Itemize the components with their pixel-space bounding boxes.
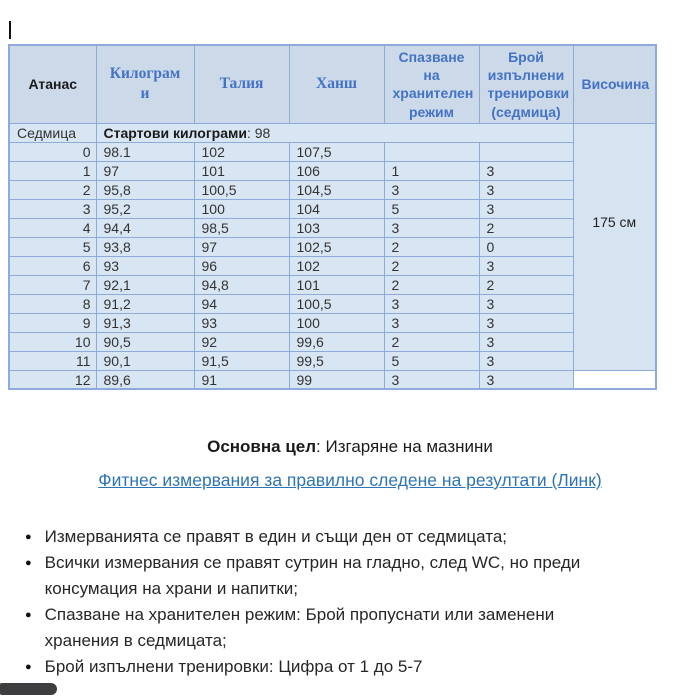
week-cell[interactable]: 2 <box>9 180 96 199</box>
table-header-row <box>9 45 656 123</box>
waist-cell[interactable]: 100,5 <box>194 180 289 199</box>
kg-cell[interactable]: 92,1 <box>96 275 194 294</box>
week-row <box>9 351 656 370</box>
workouts-cell[interactable]: 2 <box>479 218 573 237</box>
start-weight-label: Стартови килограми <box>103 124 247 141</box>
col-header-diet[interactable]: Спазване на хранителен режим <box>384 45 479 123</box>
kg-cell[interactable]: 94,4 <box>96 218 194 237</box>
height-merged-cell[interactable] <box>573 123 656 370</box>
hips-cell[interactable]: 106 <box>289 161 384 180</box>
diet-cell[interactable]: 5 <box>384 199 479 218</box>
diet-cell[interactable]: 2 <box>384 332 479 351</box>
week-row <box>9 199 656 218</box>
waist-cell[interactable]: 91 <box>194 370 289 389</box>
hips-cell[interactable]: 103 <box>289 218 384 237</box>
week-row <box>9 332 656 351</box>
kg-cell[interactable]: 91,2 <box>96 294 194 313</box>
hips-cell[interactable]: 100,5 <box>289 294 384 313</box>
workouts-cell[interactable]: 3 <box>479 351 573 370</box>
workouts-cell[interactable] <box>479 142 573 161</box>
note-item <box>25 524 590 550</box>
week-cell[interactable]: 3 <box>9 199 96 218</box>
col-header-hips[interactable]: Ханш <box>289 45 384 123</box>
week-cell[interactable]: 7 <box>9 275 96 294</box>
note-text: Измерванията се правят в един и същи ден от седмицата; <box>44 527 508 546</box>
start-weight-value: 98 <box>254 124 271 141</box>
diet-cell[interactable] <box>384 142 479 161</box>
kg-cell[interactable]: 90,1 <box>96 351 194 370</box>
waist-cell[interactable]: 96 <box>194 256 289 275</box>
week-cell[interactable]: 9 <box>9 313 96 332</box>
kg-cell[interactable]: 90,5 <box>96 332 194 351</box>
kg-cell[interactable]: 93,8 <box>96 237 194 256</box>
waist-cell[interactable]: 98,5 <box>194 218 289 237</box>
kg-cell[interactable]: 89,6 <box>96 370 194 389</box>
kg-cell[interactable]: 97 <box>96 161 194 180</box>
col-header-height[interactable]: Височина <box>573 45 656 123</box>
waist-cell[interactable]: 93 <box>194 313 289 332</box>
waist-cell[interactable]: 94,8 <box>194 275 289 294</box>
week-cell[interactable]: 0 <box>9 142 96 161</box>
workouts-cell[interactable]: 0 <box>479 237 573 256</box>
note-item <box>25 550 590 602</box>
kg-cell[interactable]: 95,8 <box>96 180 194 199</box>
workouts-cell[interactable]: 3 <box>479 332 573 351</box>
week-cell[interactable]: 11 <box>9 351 96 370</box>
note-text: Спазване на хранителен режим: Брой пропуснати или заменени хранения в седмицата; <box>44 605 555 650</box>
diet-cell[interactable]: 1 <box>384 161 479 180</box>
workouts-cell[interactable]: 3 <box>479 161 573 180</box>
workouts-cell[interactable]: 3 <box>479 256 573 275</box>
hips-cell[interactable]: 99,5 <box>289 351 384 370</box>
hips-cell[interactable]: 104 <box>289 199 384 218</box>
week-cell[interactable]: 12 <box>9 370 96 389</box>
diet-cell[interactable]: 3 <box>384 370 479 389</box>
start-weight-cell[interactable] <box>96 123 573 142</box>
week-cell[interactable]: 8 <box>9 294 96 313</box>
start-weight-sep: : <box>246 124 255 141</box>
workouts-cell[interactable]: 3 <box>479 199 573 218</box>
waist-cell[interactable]: 91,5 <box>194 351 289 370</box>
bullet-icon: ● <box>25 609 32 621</box>
week-row <box>9 161 656 180</box>
bullet-icon: ● <box>25 531 32 543</box>
note-text: Брой изпълнени тренировки: Цифра от 1 до 5-7 <box>44 657 423 676</box>
workouts-cell[interactable]: 3 <box>479 370 573 389</box>
waist-cell[interactable]: 97 <box>194 237 289 256</box>
bullet-icon: ● <box>25 557 32 569</box>
note-item <box>25 654 590 680</box>
week-row <box>9 313 656 332</box>
week-row <box>9 237 656 256</box>
col-header-waist[interactable]: Талия <box>194 45 289 123</box>
bottom-bar-fragment <box>0 683 57 695</box>
waist-cell[interactable]: 92 <box>194 332 289 351</box>
diet-cell[interactable]: 3 <box>384 180 479 199</box>
hips-cell[interactable]: 104,5 <box>289 180 384 199</box>
waist-cell[interactable]: 94 <box>194 294 289 313</box>
kg-cell[interactable]: 95,2 <box>96 199 194 218</box>
height-empty-cell[interactable] <box>573 370 656 389</box>
week-row <box>9 142 656 161</box>
diet-cell[interactable]: 2 <box>384 256 479 275</box>
workouts-cell[interactable]: 2 <box>479 275 573 294</box>
week-cell[interactable]: 6 <box>9 256 96 275</box>
kg-cell[interactable]: 91,3 <box>96 313 194 332</box>
week-row <box>9 370 656 389</box>
col-header-kilograms[interactable]: Килограми <box>96 45 194 123</box>
week-cell[interactable]: 10 <box>9 332 96 351</box>
note-item <box>25 602 590 654</box>
hips-cell[interactable]: 102 <box>289 256 384 275</box>
week-cell[interactable]: 4 <box>9 218 96 237</box>
col-header-workouts[interactable]: Брой изпълнени тренировки (седмица) <box>479 45 573 123</box>
hips-cell[interactable]: 100 <box>289 313 384 332</box>
kg-cell[interactable]: 98.1 <box>96 142 194 161</box>
hips-cell[interactable]: 102,5 <box>289 237 384 256</box>
goal-line <box>0 437 700 457</box>
goal-label: Основна цел <box>207 437 317 456</box>
note-text: Всички измервания се правят сутрин на гладно, след WC, но преди консумация на храни и напитки; <box>44 553 581 598</box>
height-value: 175 см <box>592 213 637 230</box>
week-row <box>9 294 656 313</box>
fitness-table <box>8 44 657 390</box>
week-label-cell[interactable]: Седмица <box>9 123 96 142</box>
week-row <box>9 275 656 294</box>
start-weight-row <box>9 123 656 142</box>
diet-cell[interactable]: 2 <box>384 237 479 256</box>
hips-cell[interactable]: 101 <box>289 275 384 294</box>
week-row <box>9 218 656 237</box>
waist-cell[interactable]: 102 <box>194 142 289 161</box>
diet-cell[interactable]: 3 <box>384 313 479 332</box>
hips-cell[interactable]: 107,5 <box>289 142 384 161</box>
week-cell[interactable]: 5 <box>9 237 96 256</box>
week-cell[interactable]: 1 <box>9 161 96 180</box>
kg-cell[interactable]: 93 <box>96 256 194 275</box>
notes-list <box>25 524 590 680</box>
bullet-icon: ● <box>25 661 32 673</box>
hips-cell[interactable]: 99,6 <box>289 332 384 351</box>
waist-cell[interactable]: 100 <box>194 199 289 218</box>
fitness-measurements-link[interactable]: Фитнес измервания за правилно следене на резултати (Линк) <box>98 470 602 490</box>
waist-cell[interactable]: 101 <box>194 161 289 180</box>
diet-cell[interactable]: 5 <box>384 351 479 370</box>
hips-cell[interactable]: 99 <box>289 370 384 389</box>
text-caret <box>9 21 11 39</box>
workouts-cell[interactable]: 3 <box>479 180 573 199</box>
col-header-name[interactable]: Атанас <box>9 45 96 123</box>
diet-cell[interactable]: 2 <box>384 275 479 294</box>
week-row <box>9 180 656 199</box>
week-row <box>9 256 656 275</box>
diet-cell[interactable]: 3 <box>384 294 479 313</box>
diet-cell[interactable]: 3 <box>384 218 479 237</box>
workouts-cell[interactable]: 3 <box>479 294 573 313</box>
goal-text: : Изгаряне на мазнини <box>316 437 493 456</box>
workouts-cell[interactable]: 3 <box>479 313 573 332</box>
